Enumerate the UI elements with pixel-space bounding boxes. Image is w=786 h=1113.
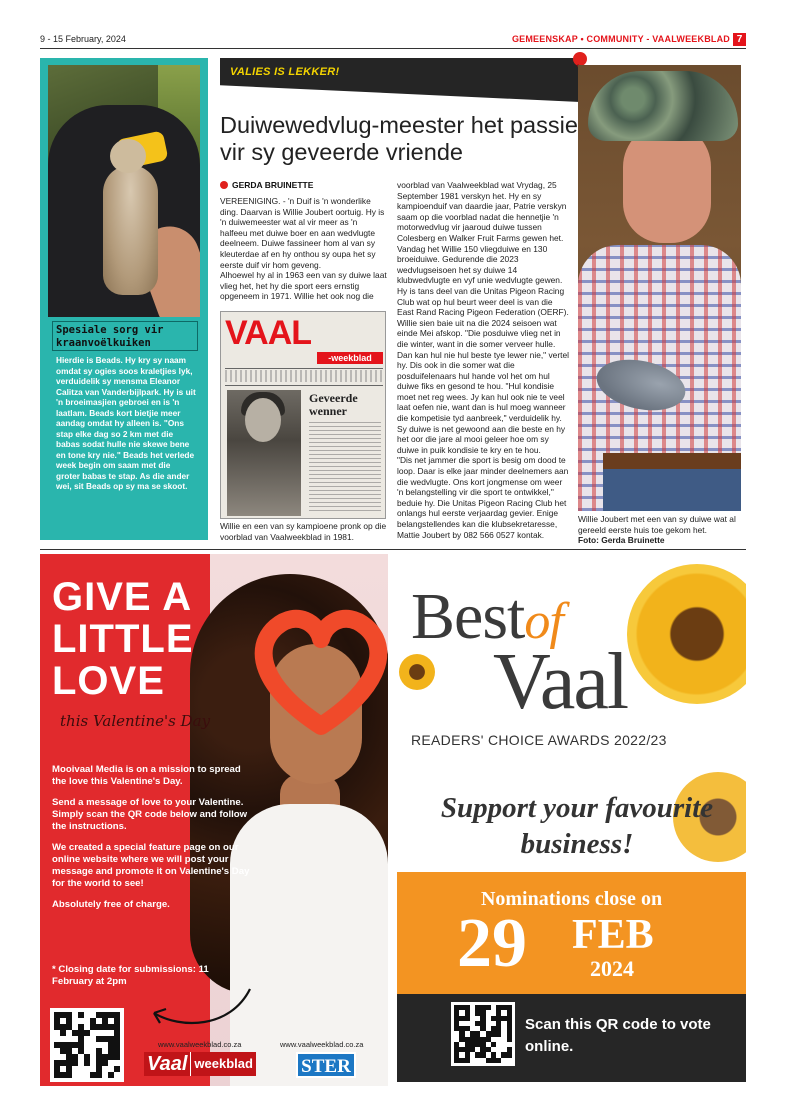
newspaper-clipping-photo xyxy=(220,311,386,519)
chick-photo xyxy=(48,65,200,317)
kicker-bar xyxy=(220,58,580,102)
heart-icon xyxy=(246,594,388,744)
sidebar-text: Hierdie is Beads. Hy kry sy naam omdat sy ogies soos kraletjies lyk, verduidelik sy mensma Eleanor Calitza van Vanderbijlpark. Hy is uit 'n broeimasjien gebroei en is 'n laatlam. Beads kort bietjie meer aandag omdat hy alleen is. "Ons stap elke dag so 2 km met die babas sodat hulle nie skewe bene en tone kry nie." Beads het verlede week begin om saam met die groter babas te stap. As die ander wei, sit Beads op sy ma se skoot. xyxy=(56,355,196,491)
ster-logo: STER xyxy=(296,1052,356,1078)
photo-credit: Foto: Gerda Bruinette xyxy=(578,535,665,545)
valentine-ad xyxy=(40,554,388,1086)
page-header xyxy=(40,33,746,47)
ad-script: this Valentine's Day xyxy=(60,712,211,730)
bullet-icon xyxy=(220,181,228,189)
nominations-label: Nominations close on xyxy=(480,888,663,910)
clipping-headline: Geveerde wenner xyxy=(309,391,358,418)
qr-code[interactable] xyxy=(451,1002,515,1066)
awards-label: READERS' CHOICE AWARDS 2022/23 xyxy=(411,732,667,748)
article-headline: Duiwewedvlug-meester het passie vir sy geveerde vriende xyxy=(220,112,578,165)
vaalweekblad-logo: Vaal weekblad xyxy=(144,1052,256,1076)
ad-deadline: * Closing date for submissions: 11 February at 2pm xyxy=(52,964,209,987)
arrow-icon xyxy=(140,979,260,1029)
brand-vaal: Vaal xyxy=(493,638,628,726)
issue-date: 9 - 15 February, 2024 xyxy=(40,34,126,44)
deadline-day: 29 xyxy=(457,905,527,982)
kicker: VALIES IS LEKKER! xyxy=(230,66,340,78)
paragraph: "Dis net jammer die sport is besig om dood te loop. Daar is elke jaar minder deelnemers aan die wedvlugte. Ons kort jongmense om weer 'n belangstelling vir die sport te ontwikkel," beduie hy. Die Unitas Pigeon Racing Club het onlangs hul eerste verjaardag gevier. Enige belangstellendes kan die klubsekretaresse, Mattie Joubert by 082 566 0527 kontak. xyxy=(397,455,569,540)
brand-best: Bestof xyxy=(411,580,563,653)
ad-headline: GIVE A LITTLE LOVE xyxy=(52,575,194,703)
article-column-2 xyxy=(397,180,569,540)
willie-photo xyxy=(578,65,741,511)
paragraph: Sy duiwe is net gewoond aan die beste en hy het oor die jare al mooi geleer hoe om sy duiwe in puik kondisie te kry en te hou. xyxy=(397,423,566,455)
scan-instruction: Scan this QR code to vote online. xyxy=(525,1016,711,1055)
page-number: 7 xyxy=(733,33,746,46)
ster-url[interactable]: www.vaalweekblad.co.za xyxy=(280,1040,364,1049)
photo-caption-text: Willie Joubert met een van sy duiwe wat al gereeld eerste huis toe gekom het. xyxy=(578,514,736,535)
clipping-masthead-sub: -weekblad xyxy=(317,352,383,364)
byline-author: GERDA BRUINETTE xyxy=(232,180,314,190)
sidebar-title: Spesiale sorg vir kraanvoëlkuiken xyxy=(56,324,164,349)
support-slogan: Support your favourite business! xyxy=(440,792,714,860)
ads-divider xyxy=(40,549,746,550)
paragraph: Vandag het Willie 150 vliegduiwe en 130 broeiduiwe. Gedurende die 2023 wedvlugseisoen het sy duiwe 14 klubwedvlugte en vyf unie wedvlugte gewen. Hy is tans deel van die Unitas Pigeon Racing Club wat op hul beurt weer deel is van die East Rand Racing Pigeon Federation (OERF). Willie sien baie uit na die 2024 seisoen wat einde Mei afskop. "Die posduiwe vlieg net in die winter, want in die somer verveer hulle. Dan kan hul nie hul beste tye lewer nie," vertel hy. Dis ook in die somer wat die posduifelenaars hul hande vol het om hul duiwe fiks en gesond te hou. "Hul kondisie moet net reg wees. Jy kan hul ook nie te veel laat oefen nie, want dan is hul moeg wanneer die kompetisie tyd aanbreek," verduidelik hy. xyxy=(397,243,569,424)
deadline-month: FEB xyxy=(572,912,654,958)
section-label: GEMEENSKAP • COMMUNITY - VAALWEEKBLAD xyxy=(511,34,730,44)
header-divider xyxy=(40,48,746,49)
vaal-url[interactable]: www.vaalweekblad.co.za xyxy=(158,1040,242,1049)
sidebar-title-box xyxy=(52,321,198,351)
clipping-masthead: VAAL xyxy=(225,314,312,352)
byline xyxy=(220,180,313,190)
deadline-year: 2024 xyxy=(590,956,634,981)
qr-code[interactable] xyxy=(50,1008,124,1082)
sunflower-icon xyxy=(627,564,746,704)
article-column-1 xyxy=(220,196,387,302)
sunflower-icon xyxy=(399,654,435,690)
paragraph: VEREENIGING. - 'n Duif is 'n wonderlike ding. Daarvan is Willie Joubert oortuig. Hy is 'n duiwemeester wat al vir meer as 'n halfeeu met duiwe boer en aan wedvlugte deelneem. Duiwe fassineer hom al van sy kleuterdae af en hy onthou sy oupa het sy eerste duif vir hom geveng. xyxy=(220,196,385,270)
paragraph: Alhoewel hy al in 1963 een van sy duiwe laat vlieg het, het hy die sport eers ernstig opgeneem in 1971. Willie het ook nog die xyxy=(220,270,387,302)
best-of-vaal-ad xyxy=(397,554,746,1082)
paragraph: voorblad van Vaalweekblad wat Vrydag, 25 September 1981 verskyn het. Hy en sy kampioenduif van daardie jaar, Patrie verskyn saam op die voorblad nadat die hennetjie 'n motorwedvlug vir jaaroud duiwe tussen Colesberg en Walker Fruit Farms gewen het. xyxy=(397,180,567,243)
clipping-caption: Willie en een van sy kampioene pronk op die voorblad van Vaalweekblad in 1981. xyxy=(220,521,387,542)
photo-caption xyxy=(578,514,746,546)
ad-body: Mooivaal Media is on a mission to spread the love this Valentine's Day. Send a message of love to your Valentine. Simply scan the QR code below and follow the instructions. We created a special feature page on our online website where we will post your message and promote it on Valentine's Day for the world to see! Absolutely free of charge. xyxy=(52,764,250,910)
